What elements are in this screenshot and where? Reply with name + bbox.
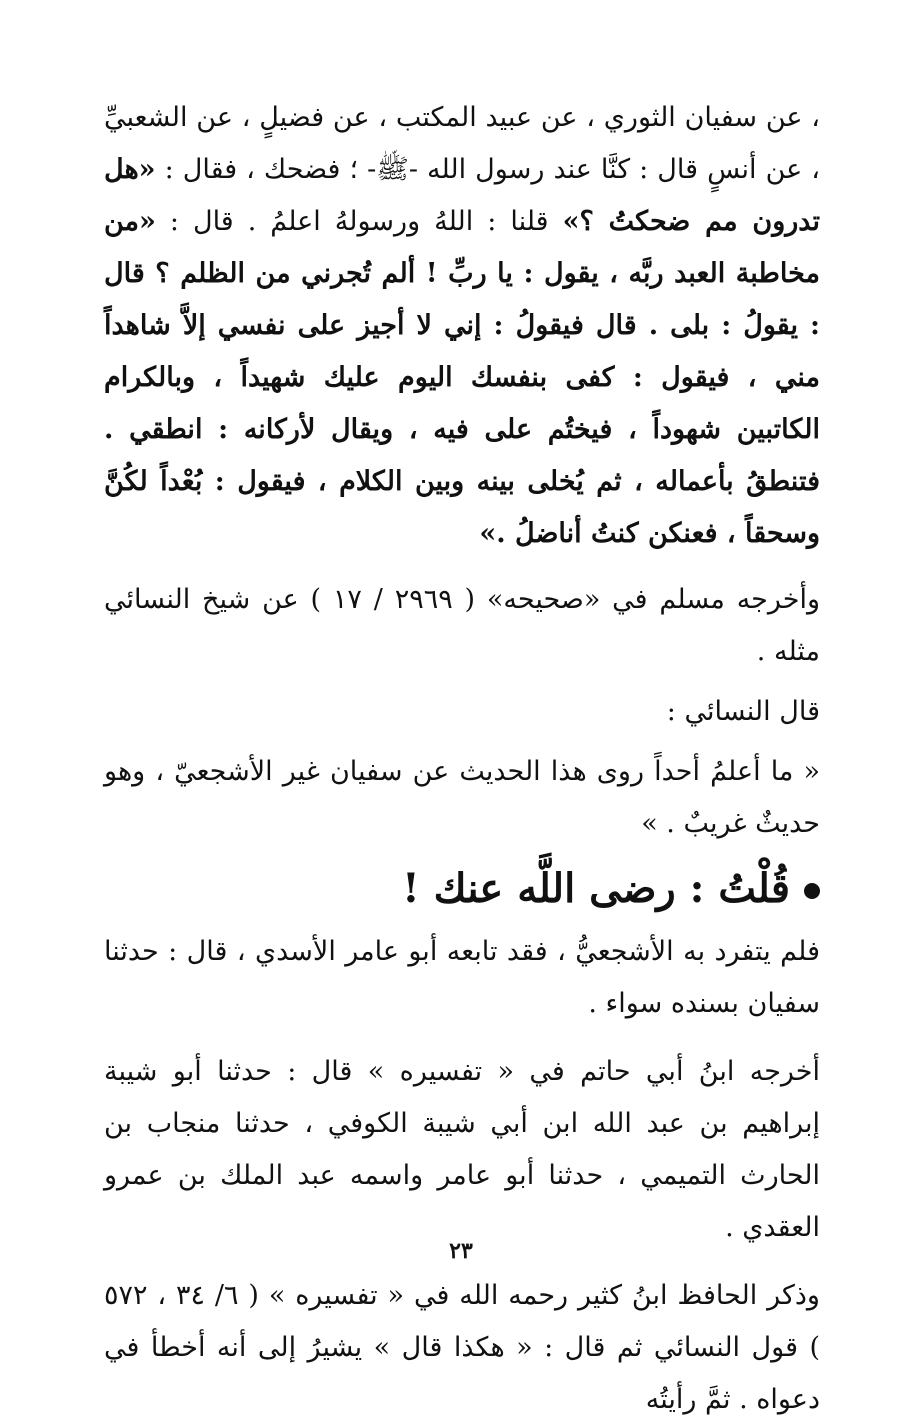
paragraph-ibn-abi-hatim: أخرجه ابنُ أبي حاتم في « تفسيره » قال : حدثنا أبو شيبة إبراهيم بن عبد الله ابن أبي شيبة الكوفي ، حدثنا منجاب بن الحارث التميمي ، حدثنا أبو عامر واسمه عبد الملك بن عمرو العقدي . xyxy=(104,1056,820,1243)
hadith-quote-question: «هل تدرون مم ضحكتُ ؟» xyxy=(104,154,820,237)
isnad-text: ، عن سفيان الثوري ، عن عبيد المكتب ، عن فضيلٍ ، عن الشعبيِّ ، عن أنسٍ قال : كنَّا عند رسول الله -ﷺ- ؛ فضحك ، فقال : xyxy=(104,102,820,185)
section-heading xyxy=(104,850,820,926)
page-body xyxy=(104,92,820,1426)
paragraph-nasai-quote: « ما أعلمُ أحداً روى هذا الحديث عن سفيان غير الأشجعيّ ، وهو حديثٌ غريبٌ . » xyxy=(104,756,820,839)
paragraph-ibn-kathir: وذكر الحافظ ابنُ كثير رحمه الله في « تفسيره » ( ٦/ ٣٤ ، ٥٧٢ ) قول النسائي ثم قال : « هكذا قال » يشيرُ إلى أنه أخطأ في دعواه . ثمَّ رأيتُه xyxy=(104,1280,820,1415)
paragraph-hadith xyxy=(104,92,820,560)
bullet-icon xyxy=(804,883,820,899)
hadith-quote-main: «من مخاطبة العبد ربَّه ، يقول : يا ربِّ ! ألم تُجرني من الظلم ؟ قال : يقولُ : بلى . قال فيقولُ : إني لا أجيز على نفسي إلاَّ شاهداً مني ، فيقول : كفى بنفسك اليوم عليك شهيداً ، وبالكرام الكاتبين شهوداً ، فيختُم على فيه ، ويقال لأركانه : انطقي . فتنطقُ بأعماله ، ثم يُخلى بينه وبين الكلام ، فيقول : بُعْداً لكُنَّ وسحقاً ، فعنكن كنتُ أناضلُ .» xyxy=(104,206,820,549)
paragraph-mutabaah: فلم يتفرد به الأشجعيُّ ، فقد تابعه أبو عامر الأسدي ، قال : حدثنا سفيان بسنده سواء . xyxy=(104,936,820,1019)
page-number: ٢٣ xyxy=(449,1238,473,1264)
companions-reply: قلنا : اللهُ ورسولهُ اعلمُ . قال : xyxy=(155,206,563,237)
heading-text: قُلْتُ : رضى اللَّه عنك ! xyxy=(402,864,790,912)
paragraph-nasai-label: قال النسائي : xyxy=(666,696,820,727)
paragraph-muslim-reference: وأخرجه مسلم في «صحيحه» ( ٢٩٦٩ / ١٧ ) عن شيخ النسائي مثله . xyxy=(104,584,821,667)
